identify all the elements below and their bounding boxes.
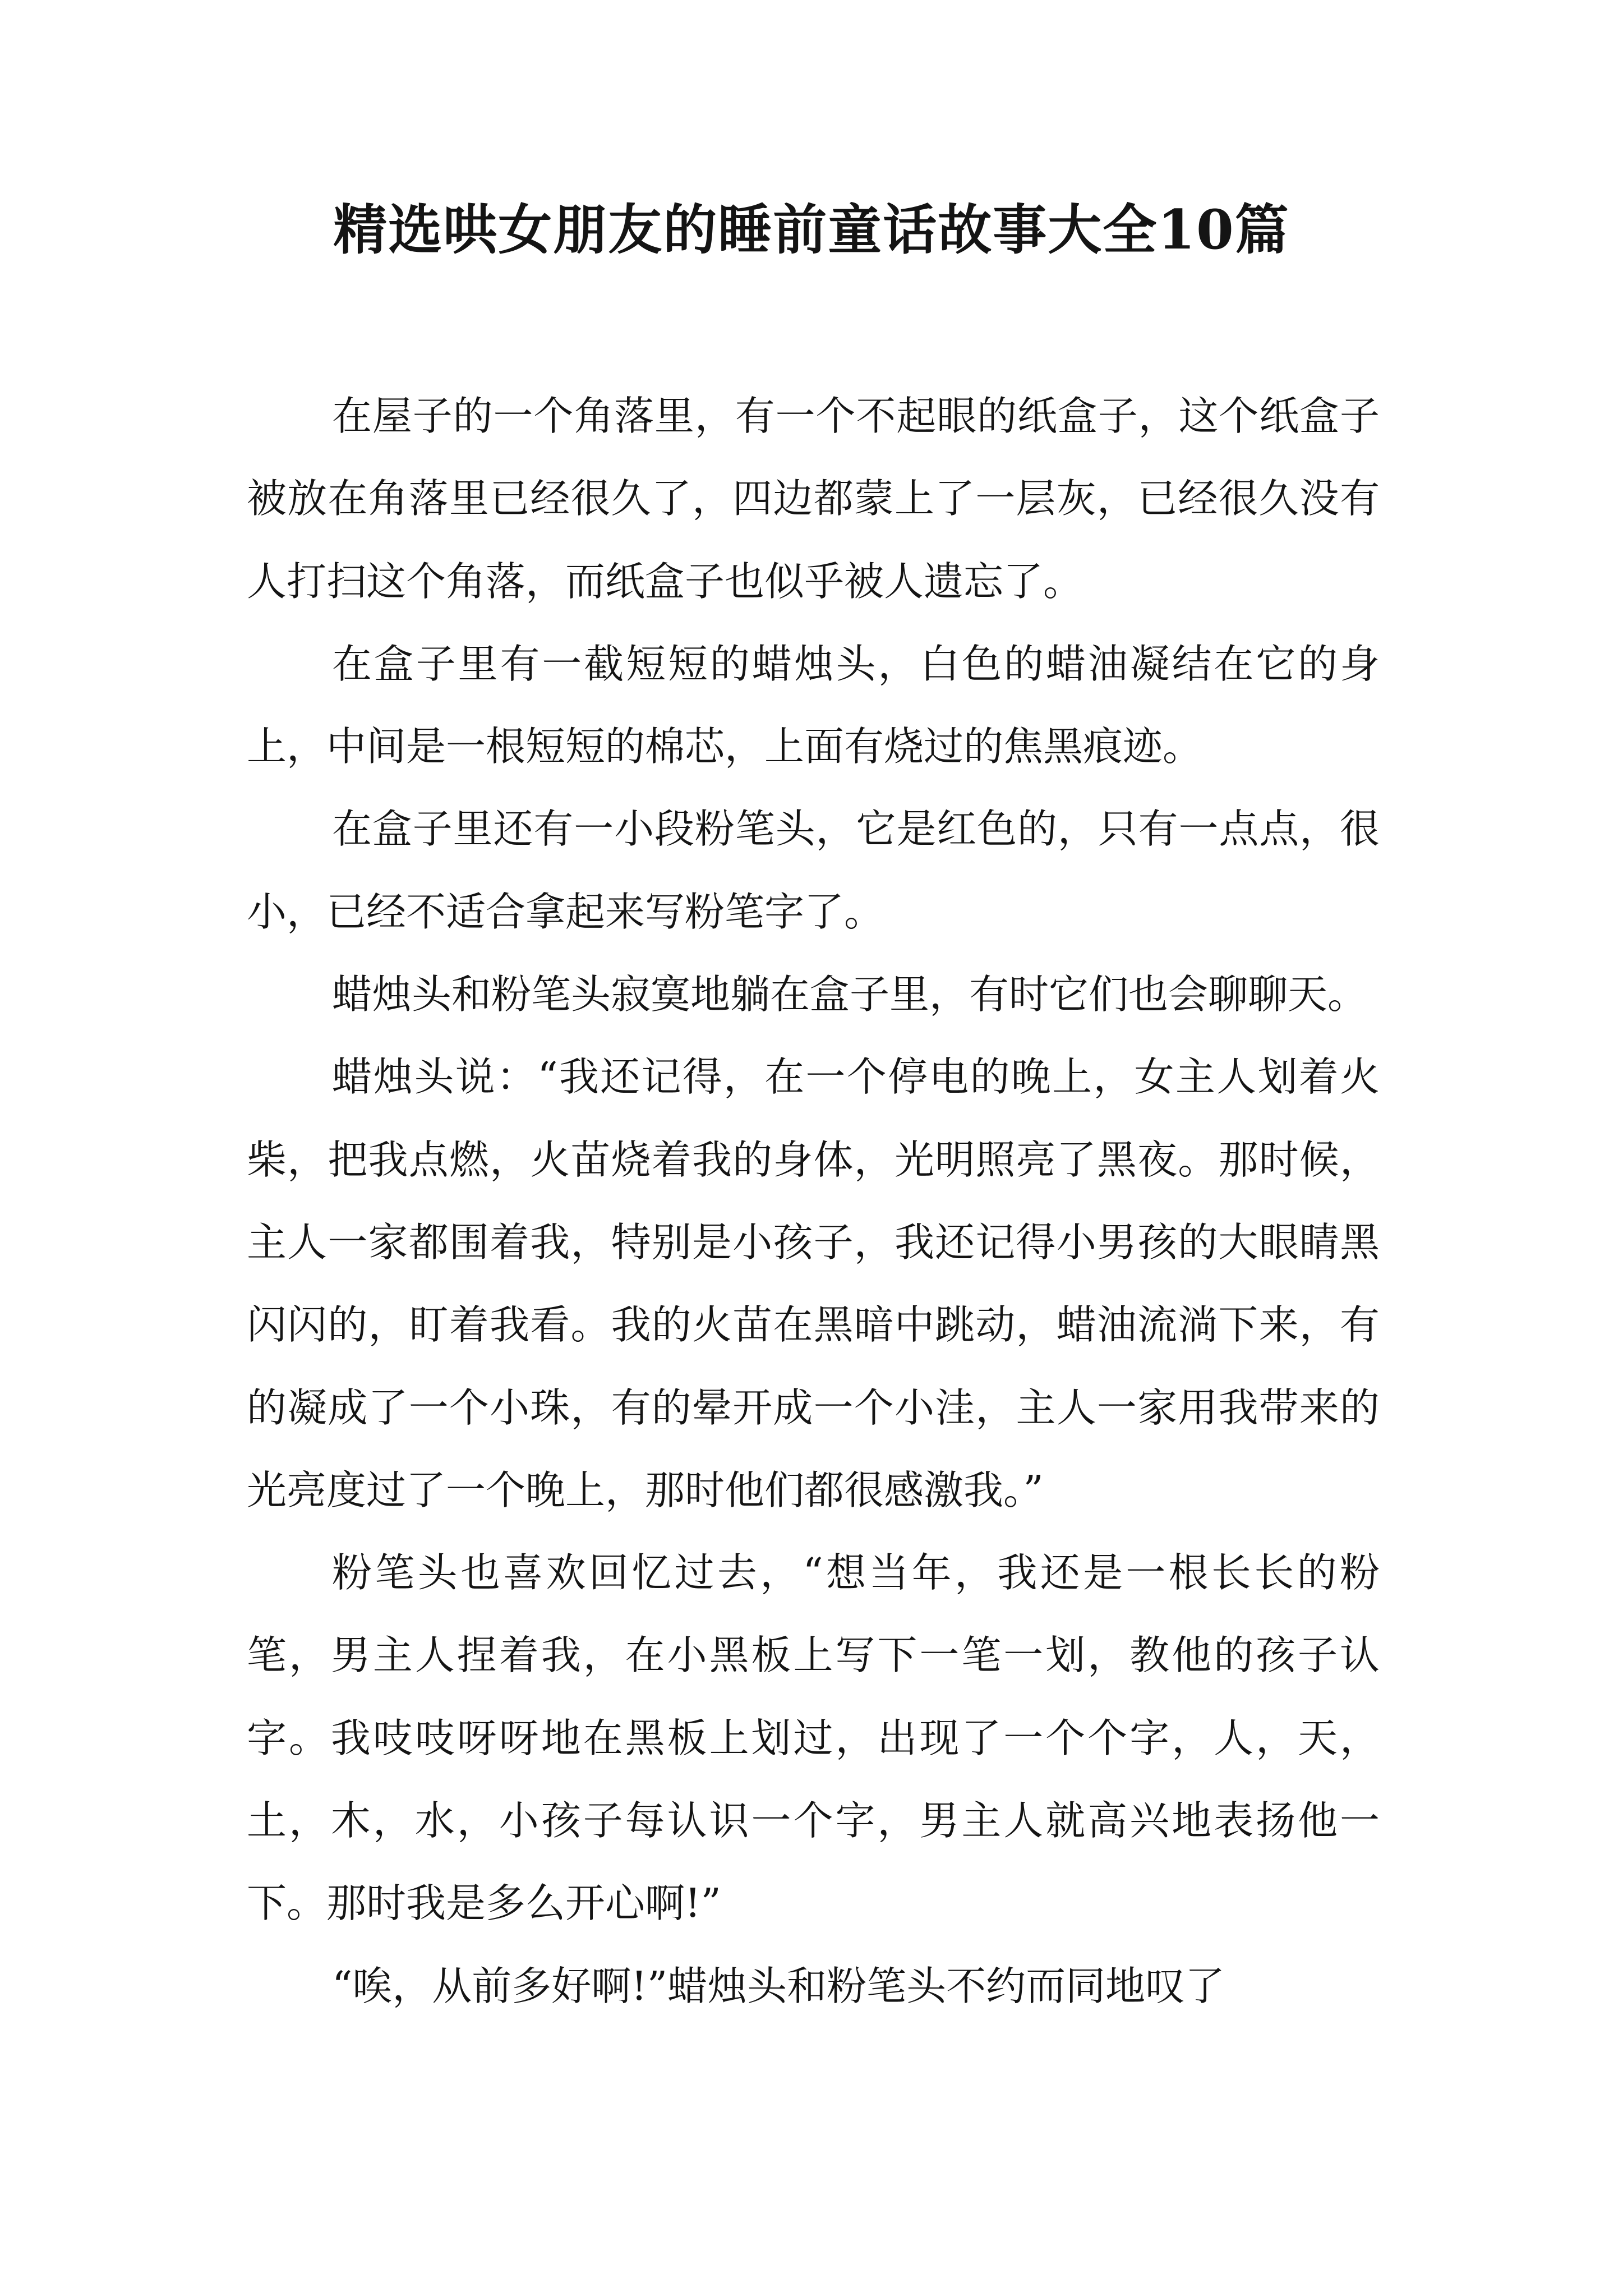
paragraph-2: 在盒子里有一截短短的蜡烛头，白色的蜡油凝结在它的身上，中间是一根短短的棉芯，上面有烧过的焦黑痕迹。 bbox=[247, 640, 1380, 770]
paragraph-6: 粉笔头也喜欢回忆过去，“想当年，我还是一根长长的粉笔，男主人捏着我，在小黑板上写下一笔一划，教他的孩子认字。我吱吱呀呀地在黑板上划过，出现了一个个字，人，天，土，木，水，小孩子每认识一个字，男主人就高兴地表扬他一下。那时我是多么开心啊!” bbox=[247, 1549, 1380, 1927]
paragraph-1: 在屋子的一个角落里，有一个不起眼的纸盒子，这个纸盒子被放在角落里已经很久了，四边都蒙上了一层灰，已经很久没有人打扫这个角落，而纸盒子也似乎被人遗忘了。 bbox=[247, 393, 1380, 605]
document-title: 精选哄女朋友的睡前童话故事大全10篇 bbox=[333, 198, 1290, 261]
paragraph-4: 蜡烛头和粉笔头寂寞地躺在盒子里，有时它们也会聊聊天。 bbox=[332, 971, 1368, 1018]
paragraph-3: 在盒子里还有一小段粉笔头，它是红色的，只有一点点，很小，已经不适合拿起来写粉笔字了。 bbox=[247, 806, 1380, 935]
paragraph-5: 蜡烛头说：“我还记得，在一个停电的晚上，女主人划着火柴，把我点燃，火苗烧着我的身体，光明照亮了黑夜。那时候，主人一家都围着我，特别是小孩子，我还记得小男孩的大眼睛黑闪闪的，盯着我看。我的火苗在黑暗中跳动，蜡油流淌下来，有的凝成了一个小珠，有的晕开成一个小洼，主人一家用我带来的光亮度过了一个晚上，那时他们都很感激我。” bbox=[247, 1053, 1380, 1513]
document-body bbox=[247, 375, 1380, 2027]
paragraph-7: “唉，从前多好啊!”蜡烛头和粉笔头不约而同地叹了 bbox=[332, 1962, 1225, 2009]
